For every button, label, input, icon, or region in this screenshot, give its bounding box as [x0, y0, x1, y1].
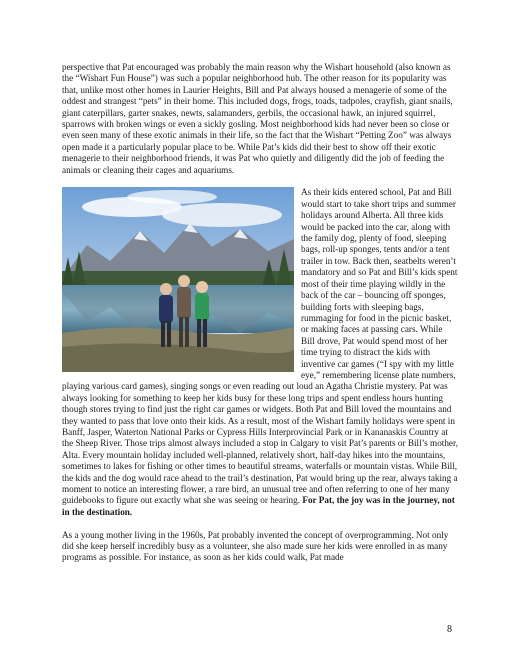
mountain-lake-family-photo [62, 187, 294, 372]
document-body [62, 62, 458, 575]
paragraph-trips-text: As their kids entered school, Pat and Bill would start to take short trips and summer holidays around Alberta. All three kids would be packed into the car, along with the family dog, plenty of food, sleeping bags, roll-up sponges, tents and/or a tent trailer in tow. Back then, seatbelts weren’t mandatory and so Pat and Bill’s kids spent most of their time playing wildly in the back of the car – bouncing off sponges, building forts with sleeping bags, rummaging for food in the picnic basket, or making faces at passing cars. While Bill drove, Pat would spend most of her time trying to distract the kids with inventive car games (“I spy with my little eye,” remembering license plate numbers, playing various card games), singing songs or even reading out loud an Agatha Christie mystery. Pat was always looking for something to keep her kids busy for these long trips and spent endless hours hunting though stores trying to find just the right car games or widgets. Both Pat and Bill loved the mountains and they wanted to pass that love onto their kids. As a result, most of the Wishart family holidays were spent in Banff, Jasper, Waterton National Parks or Cypress Hills Interprovincial Park or in Kananaskis Country at the Sheep River. Those trips almost always included a stop in Calgary to visit Pat’s parents or Bill’s mother, Alta. Every mountain holiday included well-planned, relatively short, half-day hikes into the mountains, sometimes to lakes for fishing or other times to beautiful streams, waterfalls or mountain vistas. While Bill, the kids and the dog would race ahead to the trail’s destination, Pat would bring up the rear, always taking a moment to notice an interesting flower, a rare bird, an unusual tree and often referring to one of her many guidebooks to figure out exactly what she was seeing or hearing. [62, 187, 459, 506]
paragraph-trips [62, 187, 458, 518]
page-number: 8 [447, 624, 452, 635]
paragraph-overprogramming: As a young mother living in the 1960s, Pat probably invented the concept of overprogramming. Not only did she keep herself incredibly busy as a volunteer, she also made sure her kids were enrolled in as many programs as possible. For instance, as soon as her kids could walk, Pat made [62, 529, 449, 563]
journey-emphasis: For Pat, the joy was in the journey, not in the destination. [62, 495, 455, 517]
paragraph-pets: perspective that Pat encouraged was probably the main reason why the Wishart household (also known as the “Wishart Fun House”) was such a popular neighborhood hub. The other reason for its popularity was that, unlike most other homes in Laurier Heights, Bill and Pat always housed a menagerie of some of the oddest and strangest “pets” in their home. This included dogs, frogs, toads, tadpoles, crayfish, giant snails, giant caterpillars, garter snakes, newts, salamanders, gerbils, the occasional hawk, an injured squirrel, sparrows with broken wings or even a sickly gosling. Most neighborhood kids had never been so close or even seen many of these exotic animals in their life, so the fact that the Wishart “Petting Zoo” was always open made it a particularly popular place to be. While Pat’s kids did their best to show off their exotic menagerie to their neighborhood friends, it was Pat who quietly and diligently did the job of feeding the animals or cleaning their cages and aquariums. [62, 62, 453, 175]
